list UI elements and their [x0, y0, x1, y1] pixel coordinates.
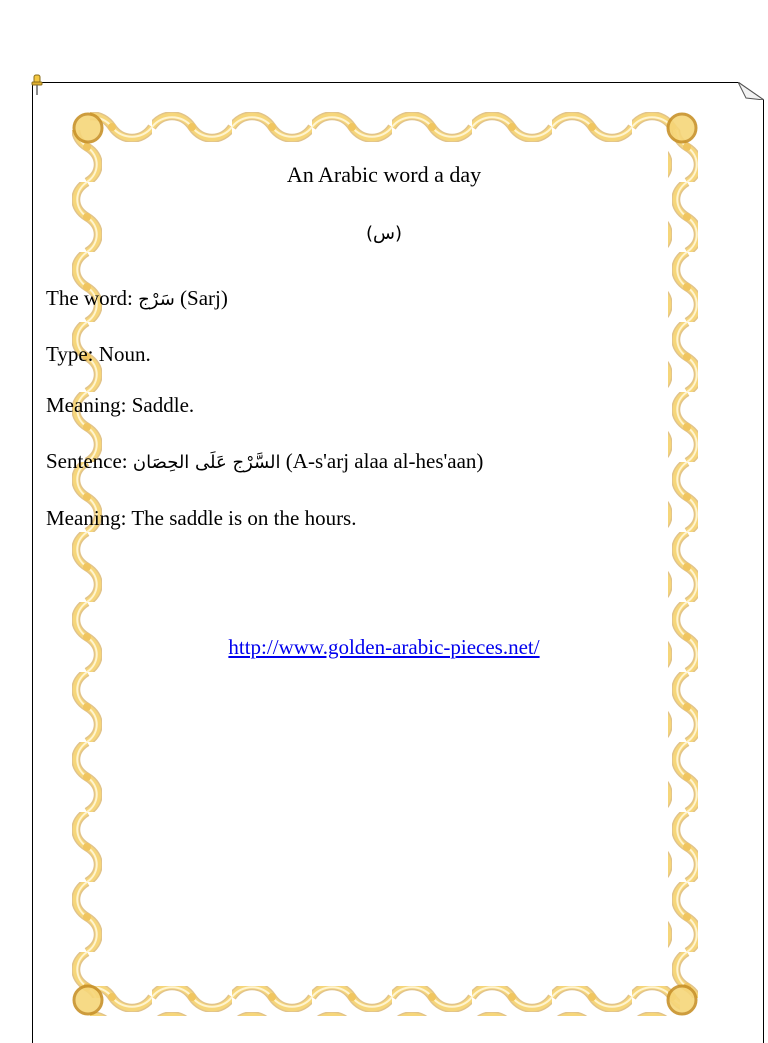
- sentence-meaning-line: [46, 508, 356, 529]
- page-fold-icon: [738, 82, 764, 100]
- word-transliteration: (Sarj): [174, 286, 228, 310]
- sentence-transliteration: (A-s'arj alaa al-hes'aan): [280, 449, 484, 473]
- type-line: [46, 344, 151, 365]
- word-label: The word:: [46, 286, 139, 310]
- meaning-line: [46, 395, 194, 416]
- meaning-value: Saddle.: [131, 393, 195, 417]
- arabic-letter: (س): [365, 223, 403, 244]
- type-value: Noun.: [98, 342, 151, 366]
- word-line: [46, 288, 228, 309]
- sentence-meaning-value: The saddle is on the hours.: [131, 506, 357, 530]
- sentence-arabic: السَّرْج عَلَى الحِصَان: [132, 452, 281, 473]
- sentence-label: Sentence:: [46, 449, 133, 473]
- decorative-border: [72, 112, 698, 1016]
- word-arabic: سَرْج: [138, 289, 175, 310]
- sentence-meaning-label: Meaning:: [46, 506, 132, 530]
- meaning-label: Meaning:: [46, 393, 132, 417]
- website-link[interactable]: http://www.golden-arabic-pieces.net/: [228, 635, 540, 659]
- sentence-line: [46, 451, 483, 472]
- type-label: Type:: [46, 342, 99, 366]
- document-title: An Arabic word a day: [286, 162, 482, 187]
- pushpin-icon: [30, 74, 44, 96]
